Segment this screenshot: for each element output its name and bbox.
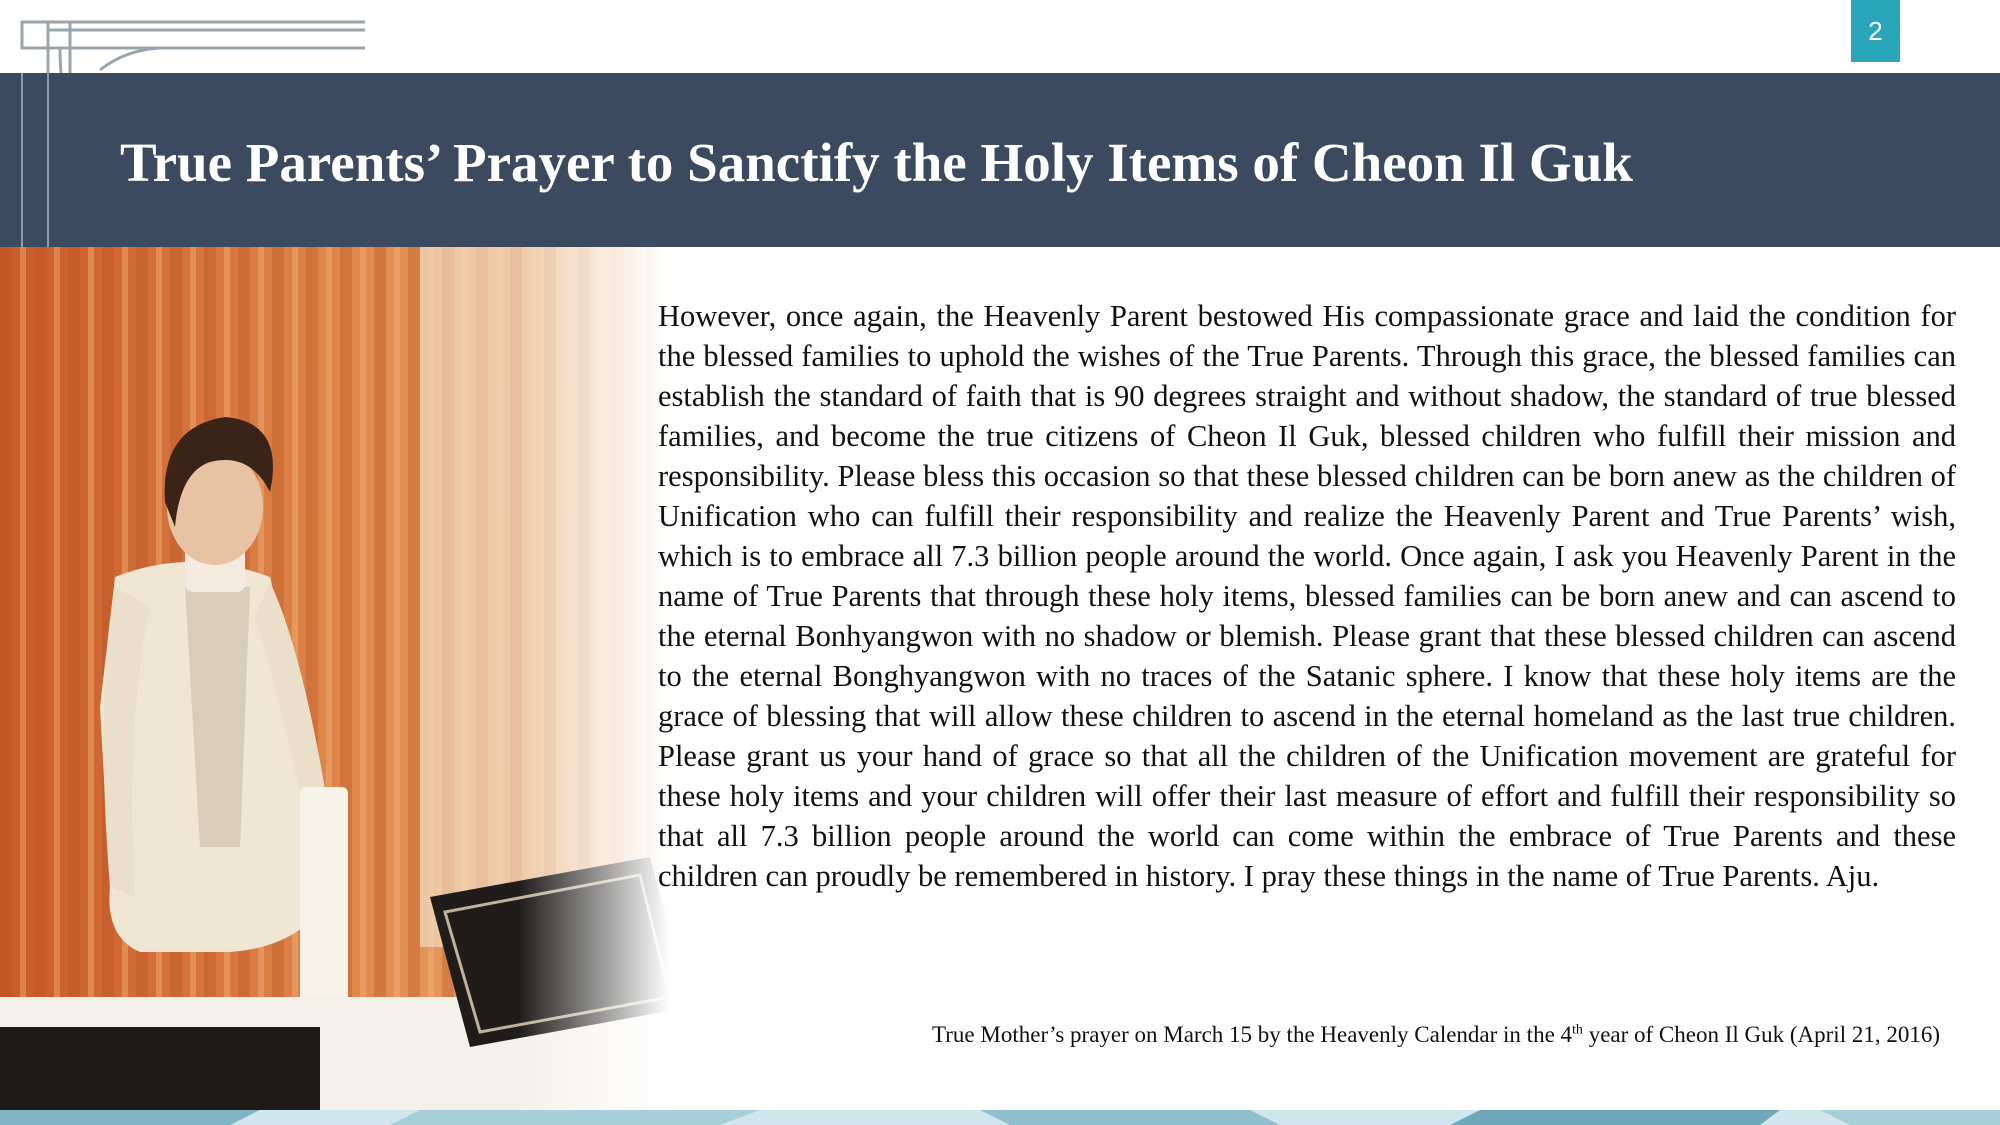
caption-text-before: True Mother’s prayer on March 15 by the Heavenly Calendar in the 4 — [932, 1022, 1573, 1047]
caption-superscript: th — [1572, 1022, 1583, 1038]
bottom-decorative-band — [0, 1110, 2000, 1125]
ceremony-photo — [0, 247, 720, 1110]
page-title: True Parents’ Prayer to Sanctify the Holy Items of Cheon Il Guk — [120, 132, 1633, 193]
caption-text-after: year of Cheon Il Guk (April 21, 2016) — [1582, 1022, 1940, 1047]
page-number-badge: 2 — [1851, 0, 1900, 62]
title-band-line-ornament — [0, 73, 80, 247]
prayer-source-caption — [932, 1022, 1940, 1048]
prayer-body-text: However, once again, the Heavenly Parent bestowed His compassionate grace and laid the condition for the blessed families to uphold the wishes of the True Parents. Through this grace, the blessed families can establish the standard of faith that is 90 degrees straight and without shadow, the standard of true blessed families, and become the true citizens of Cheon Il Guk, blessed children who fulfill their mission and responsibility. Please bless this occasion so that these blessed children can be born anew as the children of Unification who can fulfill their responsibility and realize the Heavenly Parent and True Parents’ wish, which is to embrace all 7.3 billion people around the world. Once again, I ask you Heavenly Parent in the name of True Parents that through these holy items, blessed families can be born anew and can ascend to the eternal Bonhyangwon with no shadow or blemish. Please grant that these blessed children can ascend to the eternal Bonghyangwon with no traces of the Satanic sphere. I know that these holy items are the grace of blessing that will allow these children to ascend in the eternal homeland as the last true children. Please grant us your hand of grace so that all the children of the Unification movement are grateful for these holy items and your children will offer their last measure of effort and fulfill their responsibility so that all 7.3 billion people around the world can come within the embrace of True Parents and these children can proudly be remembered in history. I pray these things in the name of True Parents. Aju. — [658, 299, 1956, 893]
